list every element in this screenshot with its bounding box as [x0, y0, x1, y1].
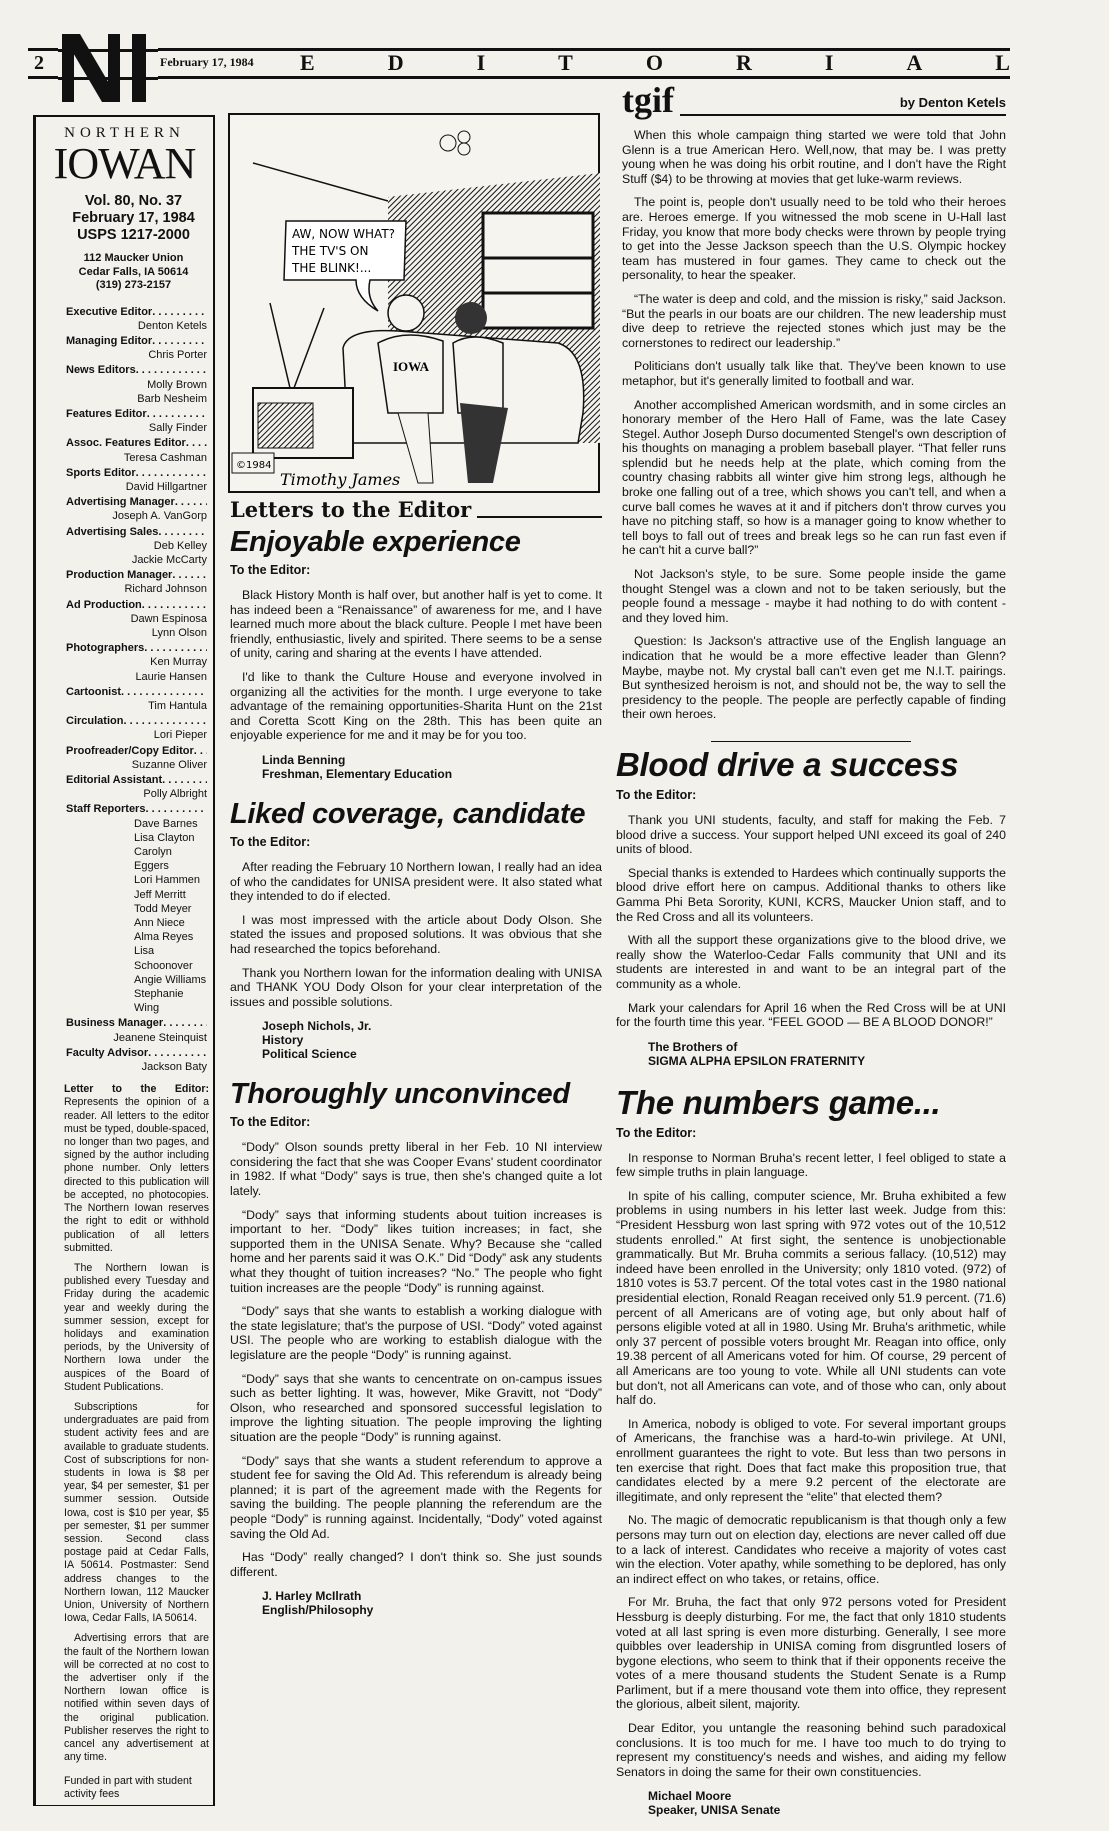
letter-headline: The numbers game... [616, 1083, 941, 1121]
column-paragraph: When this whole campaign thing started we were told that John Glenn is a true American Hero. Well,now, that may be. I was pretty young when he was doing his orbit routine, and I don't have the Right Stuff ($4) to be throwing at movies that get luke-warm reviews. [622, 128, 1006, 186]
letter-paragraph: In response to Norman Bruha's recent letter, I feel obliged to state a few simple truths in plain language. [616, 1150, 1006, 1180]
staff-role [66, 1046, 207, 1060]
staff-name: Alma Reyes [134, 931, 194, 944]
signature-line: Political Science [262, 1047, 357, 1062]
staff-name: Lisa Schoonover [134, 945, 193, 972]
letter-paragraph: Thank you UNI students, faculty, and staff for making the Feb. 7 blood drive a success. Your support helped UNI exceed its goal of 240 units of blood. [616, 812, 1006, 857]
newspaper-name-iowan: IOWAN [53, 139, 196, 188]
column-header [622, 82, 1006, 118]
page-number: 2 [34, 52, 44, 74]
staff-name: Lori Hammen [134, 874, 201, 887]
staff-role [66, 1016, 207, 1030]
letter-paragraph: “Dody” says that she wants to cencentrate on on-campus issues such as better lighting. It was, however, Mike Gravitt, not “Dody” Olson, who researched and sponsored successful legislation to improve the lighting situation. The people improving the lighting situation are the people “Dody” is running against. [230, 1371, 602, 1444]
staff-name: Lori Pieper [153, 729, 207, 742]
dot-leader [172, 568, 207, 582]
letter [616, 744, 1006, 1082]
staff-role-label: Advertising Sales [66, 525, 159, 538]
column-paragraph: Another accomplished American wordsmith, and in some circles an honorary member of the Hero Hall of Fame, was the late Casey Stegel. Author Joseph Durso documented Stengel's own description of his thoughts on managing a problem baseball player. “That feller runs splendid but he needs help at the plate, which coming from the country chasing rabbits all winter give him strong legs, although he broke one falling out of a tree, which shows you can't tell, and when a curve ball comes he waves at it and if pitchers don't throw curves you have no pitching staff, so how is a manager going to know whether to tell boys to fall out of trees and break legs so he can run fast even if he can't hit a curve ball?” [622, 397, 1006, 558]
dot-leader [186, 436, 207, 450]
address-line: 112 Maucker Union [83, 252, 184, 264]
staff-role-label: Proofreader/Copy Editor [66, 744, 194, 757]
staff-role-label: Business Manager [66, 1017, 164, 1030]
address-line: Cedar Falls, IA 50614 [78, 265, 189, 278]
staff-entry [66, 773, 207, 801]
staff-role-label: Production Manager [66, 569, 173, 582]
cartoonist-signature: Timothy James [280, 470, 401, 489]
staff-entry [66, 744, 207, 772]
staff-role-label: Ad Production [66, 598, 142, 611]
staff-name: Jackson Baty [141, 1061, 207, 1074]
column-paragraph: Not Jackson's style, to be sure. Some people inside the game thought Stengel was a clown and not to be taken seriously, but the people found a message - maybe it had nothing to do with content - and they loved him. [622, 567, 1006, 625]
dot-leader [142, 598, 207, 612]
cartoon-copyright: ©1984 [236, 460, 272, 471]
staff-role [66, 685, 207, 699]
staff-entry [66, 685, 207, 713]
letter-signature [230, 753, 602, 781]
staff-name: Todd Meyer [134, 902, 192, 915]
letter [230, 1075, 602, 1631]
letter [230, 795, 602, 1075]
letters-policy-text: Represents the opinion of a reader. All letters to the editor must be typed, double-spaced, no longer than two pages, and signed by the author including phone number. Only letters directed to this publication will be accepted, no photocopies. The Northern Iowan reserves the right to edit or withhold publication of all letters submitted. [64, 1096, 209, 1254]
signature-line: History [262, 1033, 304, 1048]
dot-leader [175, 495, 207, 509]
staff-role [66, 466, 207, 480]
letter-salutation: To the Editor: [230, 834, 311, 849]
letter-paragraph: I'd like to thank the Culture House and everyone involved in organizing all the activities for the month. I urge everyone to take advantage of the remaining opportunities-Sharita Hunt on the 21st and Coretta Scott King on the 28th. This has been quite an enjoyable experience for me and it may be for you too. [230, 669, 602, 743]
letter-paragraph: Thank you Northern Iowan for the information dealing with UNISA and THANK YOU Dody Olson for your clear interpretation of the issues and possible solutions. [230, 965, 602, 1009]
staff-role [66, 334, 207, 348]
staff-role [66, 598, 207, 612]
signature-line: Joseph Nichols, Jr. [262, 1019, 372, 1034]
newspaper-name-northern: NORTHERN [64, 125, 185, 141]
window [483, 213, 593, 328]
letter-paragraph: I was most impressed with the article about Dody Olson. She stated the issues and proposed solutions. It was obvious that she had researched the topics beforehand. [230, 912, 602, 956]
signature-line: SIGMA ALPHA EPSILON FRATERNITY [648, 1053, 866, 1068]
staff-name: Dave Barnes [134, 817, 198, 830]
phone-number: (319) 273-2157 [95, 279, 172, 291]
speech-text: AW, NOW WHAT? THE TV'S ON THE BLINK!... [292, 227, 396, 275]
staff-name: Polly Albright [143, 788, 207, 801]
staff-name: Laurie Hansen [135, 670, 207, 683]
staff-entry [66, 334, 207, 362]
letter-paragraph: “Dody” says that she wants a student referendum to approve a student fee for saving the Old Ad. This referendum is already being planned; it is part of the agreement made with the Regents for saving the building. The people planning the referendum are the people “Dody” is running against. Incidentally, “Dody” voted against saving the Old Ad. [230, 1453, 602, 1541]
staff-name: David Hillgartner [125, 480, 207, 493]
subscription-note: Subscriptions for undergraduates are paid from student activity fees and are available to graduate students. Cost of subscriptions for non-students in Iowa is $8 per year, $4 per semester, $1 per summer session. Outside Iowa, cost is $10 per year, $5 per semester, $1 per summer session. Second class postage paid at Cedar Falls, IA 50614. Postmaster: Send address changes to the Northern Iowan, 112 Maucker Union, University of Northern Iowa, Cedar Falls, IA 50614. [64, 1400, 209, 1625]
section-letter: T [558, 50, 573, 75]
staff-name: Ken Murray [150, 656, 207, 669]
letter-paragraph: Special thanks is extended to Hardees which continually supports the blood drive effort here on campus. Additional thanks to others like Gamma Phi Beta Sorority, KUNI, KCRS, Maucker Union staff, and to the Red Cross and all its volunteers. [616, 865, 1006, 924]
letters-policy [64, 1083, 209, 1255]
staff-name: Suzanne Oliver [131, 758, 207, 771]
staff-name: Stephanie Wing [134, 988, 184, 1015]
column-paragraph: The point is, people don't usually need to be told who their heroes are. Heroes emerge. If you witnessed the mob scene in U-Hall last Friday, you know that more body checks were thrown by people trying to get into the Jesse Jackson speech than the U.S. Olympic hockey team has mustered in four games. They came to check out the personality, to hear the speaker. [622, 195, 1006, 283]
staff-entry [66, 305, 207, 333]
section-letter: D [387, 50, 404, 75]
staff-role [66, 363, 207, 377]
letters-section-header [230, 497, 602, 523]
staff-name: Lynn Olson [151, 626, 207, 639]
staff-entry [66, 436, 207, 464]
letter-paragraph: Has “Dody” really changed? I don't think so. She just sounds different. [230, 1550, 602, 1579]
staff-role [66, 305, 207, 319]
dot-leader [121, 685, 207, 699]
staff-name: Dawn Espinosa [130, 612, 207, 625]
dot-leader [148, 1046, 207, 1060]
funding-note: Funded in part with student activity fees [64, 1775, 192, 1801]
staff-role-label: Photographers [66, 642, 145, 655]
section-letter: I [476, 50, 486, 75]
staff-role-label: Managing Editor [66, 334, 153, 347]
staff-name: Richard Johnson [124, 583, 207, 596]
editorial-cartoon [228, 113, 600, 493]
staff-role [66, 568, 207, 582]
section-letter: A [906, 50, 923, 75]
staff-entry [66, 568, 207, 596]
column-body [622, 128, 1006, 722]
letter-headline: Liked coverage, candidate [230, 797, 586, 830]
staff-entry [66, 495, 207, 523]
column-byline: by Denton Ketels [899, 95, 1006, 110]
staff-entry [66, 363, 207, 406]
letter-salutation: To the Editor: [230, 563, 311, 577]
staff-role [66, 641, 207, 655]
signature-line: Linda Benning [262, 752, 346, 767]
staff-role [66, 744, 207, 758]
staff-role [66, 773, 207, 787]
staff-role-label: Sports Editor [66, 466, 136, 479]
letter-salutation: To the Editor: [616, 787, 697, 802]
letter-paragraph: Black History Month is half over, but another half is yet to come. It has indeed been a “Renaissance” of awareness for me, and I have learned much more about the black culture. People I met have been friendly, enthusiastic, lively and spirited. There seems to be a sense of unity, caring and sharing at the events I have attended. [230, 588, 602, 661]
staff-role [66, 714, 207, 728]
staff-name: Molly Brown [147, 378, 207, 391]
staff-entry [66, 525, 207, 568]
staff-entry [66, 641, 207, 684]
letter-headline: Blood drive a success [616, 745, 959, 783]
staff-name: Chris Porter [148, 349, 207, 362]
staff-name: Lisa Clayton [134, 831, 195, 844]
masthead-bottom-rule [28, 76, 1010, 79]
staff-name: Carolyn Eggers [134, 846, 172, 873]
letter-paragraph: For Mr. Bruha, the fact that only 972 persons voted for President Hessburg is deeply disturbing. For me, the fact that only 1810 students voted at all last spring is even more disturbing. Generally, I see more quibbles over leadership in UNISA coming from disgruntled losers of bygone elections, who seem to think that if their opponents receive the votes of a mere thousand students the Student Senate is a Rump Parliment, but if a mere thousand vote them into office, they represent the glorious, albeit silent, majority. [616, 1595, 1006, 1712]
volume-number: Vol. 80, No. 37 [84, 193, 183, 209]
publication-note: The Northern Iowan is published every Tuesday and Friday during the academic year and weekly during the summer session, except for holidays and examination periods, by the University of Northern Iowa under the auspices of the Board of Student Publications. [64, 1261, 209, 1393]
letter-paragraph: “Dody” says that informing students about tuition increases is important to her. “Dody” likes tuition increases; in fact, she supported them in the UNISA Senate. Why? Because she “called home and her parents said it was O.K.” Did “Dody” ask any students what they thought of tuition increases? “No.” The people who fight tuition increases are the people “Dody” is running against. [230, 1207, 602, 1295]
letters-policy-label: Letter to the Editor: [64, 1083, 209, 1096]
section-letter: R [735, 50, 752, 75]
staff-role-label: Advertising Manager [66, 496, 175, 509]
letter-headline: Enjoyable experience [230, 526, 521, 558]
staff-list [66, 305, 207, 1076]
masthead-date: February 17, 1984 [160, 55, 254, 69]
staff-entry [66, 407, 207, 435]
right-column [616, 82, 1006, 1831]
letter-signature [230, 1019, 602, 1061]
staff-role [66, 495, 207, 509]
dot-leader [136, 466, 207, 480]
office-address [36, 252, 213, 293]
dot-leader [152, 305, 207, 319]
letter-signature [616, 1040, 1006, 1068]
letter-paragraph: “Dody” says that she wants to establish a working dialogue with the state legislature; that's the purpose of USI. “Dody” voted against USI. The people who are working to establish dialogue with the legislature are the people “Dody” is running against. [230, 1304, 602, 1362]
staff-entry [66, 598, 207, 641]
section-letter: O [645, 50, 663, 75]
letter-headline: Thoroughly unconvinced [230, 1078, 570, 1111]
staff-name: Denton Ketels [137, 319, 207, 332]
usps-number: USPS 1217-2000 [77, 227, 190, 243]
staff-name: Jackie McCarty [131, 553, 207, 566]
staff-role-label: Features Editor [66, 407, 147, 420]
staff-role-label: News Editors [66, 364, 136, 377]
staff-role-label: Faculty Advisor [66, 1046, 149, 1059]
staff-role [66, 525, 207, 539]
section-letter: I [824, 50, 834, 75]
column-title: tgif [622, 80, 674, 120]
ni-logo [58, 30, 158, 106]
staff-role [66, 407, 207, 421]
staff-notes [64, 1083, 209, 1771]
dot-leader [123, 714, 207, 728]
dot-leader [158, 525, 207, 539]
staff-role [66, 802, 207, 816]
column-paragraph: “The water is deep and cold, and the mission is risky,” said Jackson. “But the pearls in our boats are our children. The new leadership must dive deep to retrieve the rejected stones which just may be the cornerstones to redirect our leadership.” [622, 291, 1006, 350]
letter [616, 1082, 1006, 1831]
letter-signature [616, 1789, 1006, 1817]
dot-leader [162, 773, 207, 787]
letter-paragraph: No. The magic of democratic republicanism is that though only a few persons may turn out on election day, elections are never called off due to a lack of interest. Candidates who receive a majority of votes cast win the election. Voter apathy, while something to be deplored, has only an indirect effect on who takes, or retains, office. [616, 1513, 1006, 1586]
letters-header-text: Letters to the Editor [230, 497, 472, 522]
dot-leader [163, 1016, 207, 1030]
staff-name: Teresa Cashman [123, 451, 207, 464]
staff-name: Ann Niece [134, 917, 185, 930]
staff-box [33, 115, 215, 1806]
shirt-text: IOWA [392, 359, 430, 374]
column-paragraph: Question: Is Jackson's attractive use of the English language an indication that he would be a more effective leader than Glenn? Maybe, maybe not. My crystal ball can't even get me N.I.T. pairings. But synthesized heroism is not, and should not be, the way to sell the presidency to the people. The people are perfectly capable of finding their own heroes. [622, 634, 1006, 722]
tgif-column [616, 82, 1006, 731]
signature-line: The Brothers of [648, 1039, 738, 1054]
issue-date: February 17, 1984 [72, 210, 195, 226]
signature-line: J. Harley McIlrath [262, 1589, 362, 1604]
staff-name: Jeff Merritt [134, 888, 186, 901]
divider-rule [711, 741, 911, 742]
staff-role-label: Executive Editor [66, 305, 153, 318]
staff-name: Deb Kelley [153, 539, 207, 552]
dot-leader [136, 363, 207, 377]
section-letter: L [995, 50, 1010, 75]
staff-entry [66, 714, 207, 742]
staff-role-label: Assoc. Features Editor [66, 437, 186, 450]
letter-paragraph: With all the support these organizations give to the blood drive, we really show the Waterloo-Cedar Falls community that UNI and its students are interested in and want to be an integral part of the community as a whole. [616, 933, 1006, 991]
letter-paragraph: After reading the February 10 Northern Iowan, I really had an idea of who the candidates for UNISA president were. It also stated what they intended to do if elected. [230, 859, 602, 904]
signature-line: Freshman, Elementary Education [262, 766, 453, 781]
staff-role-label: Editorial Assistant [66, 774, 163, 786]
staff-name: Barb Nesheim [137, 392, 207, 405]
staff-entry [66, 1016, 207, 1044]
section-letter: E [300, 50, 315, 75]
staff-role [66, 436, 207, 450]
signature-line: Speaker, UNISA Senate [648, 1803, 781, 1818]
column-paragraph: Politicians don't usually talk like that. They've been known to use metaphor, but it's generally limited to football and war. [622, 359, 1006, 388]
letter [230, 523, 602, 795]
staff-name: Tim Hantula [148, 699, 207, 712]
staff-role-label: Staff Reporters [66, 803, 146, 816]
signature-line: Michael Moore [648, 1789, 732, 1804]
dot-leader [194, 744, 207, 758]
dot-leader [147, 407, 207, 421]
letters-center [230, 497, 602, 1631]
staff-role-label: Cartoonist [66, 685, 121, 698]
letter-paragraph: “Dody” Olson sounds pretty liberal in her Feb. 10 NI interview considering the fact that she was Cooper Evans' student coordinator in 1982. If what “Dody” says is true, then she's changed quite a lot lately. [230, 1140, 602, 1199]
staff-name: Angie Williams [134, 973, 207, 986]
letter-paragraph: In America, nobody is obliged to vote. For several important groups of Americans, the franchise was a hard-to-win privilege. At UNI, enrollment guarantees the right to vote. But less than two persons in ten exercise that right. Does that fact make this proposition true, that candidates elected by a mere 9.2 percent of the electorate are illegitimate, and only represent the “elite” that elected them? [616, 1416, 1006, 1504]
staff-entry [66, 802, 207, 1015]
letter-paragraph: In spite of his calling, computer science, Mr. Bruha exhibited a few problems in using numbers in his letter last week. Judge from this: “President Hessburg won last spring with 972 votes out of the 10,512 students enrolled.” At first sight, the sentence is unobjectionable grammatically. But Mr. Bruha commits a serious fallacy. (10,512) may indeed have been enrolled in the University; only 1810 voted. (972) of 1810 votes is 53.7 percent. Of the total votes cast in the 1980 national presidential election, Ronald Reagan received only 51.9 percent. (71.6) percent of all Americans are of voting age, but only about half of persons eligible voted at all in 1980. Using Mr. Bruha's arithmetic, while only 37 percent of possible voters brought Mr. Reagan into office, only 19.38 percent of all Americans voted for him. Of course, 29 percent of all Americans are too young to vote. While all UNI students can vote but don't, not all Americans can vote, and of those who can, only about half do. [616, 1188, 1006, 1408]
letter-paragraph: Mark your calendars for April 16 when the Red Cross will be at UNI for the fourth time this year. “FEEL GOOD — BE A BLOOD DONOR!” [616, 1000, 1006, 1030]
dot-leader [144, 641, 207, 655]
staff-name: Joseph A. VanGorp [112, 510, 207, 523]
signature-line: English/Philosophy [262, 1603, 374, 1618]
issue-info [36, 193, 213, 244]
staff-entry [66, 1046, 207, 1074]
section-title [300, 50, 1010, 76]
letter-signature [230, 1589, 602, 1617]
staff-name: Sally Finder [148, 422, 207, 435]
letter-paragraph: Dear Editor, you untangle the reasoning behind such paradoxical conclusions. It is too much for me. I have too much to do trying to represent my constituency's needs and wishes, and aiding my fellow Senators in doing the same for their own constituencies. [616, 1721, 1006, 1779]
staff-name: Jeanene Steinquist [113, 1031, 207, 1044]
dot-leader [152, 334, 207, 348]
staff-entry [66, 466, 207, 494]
advertising-note: Advertising errors that are the fault of the Northern Iowan will be corrected at no cost to the advertiser only if the Northern Iowan office is notified within seven days of the original publication. Publisher reserves the right to cancel any advertisement at any time. [64, 1632, 209, 1764]
letter-salutation: To the Editor: [616, 1125, 697, 1140]
dot-leader [145, 802, 207, 816]
letter-salutation: To the Editor: [230, 1115, 311, 1130]
staff-role-label: Circulation [66, 715, 124, 728]
